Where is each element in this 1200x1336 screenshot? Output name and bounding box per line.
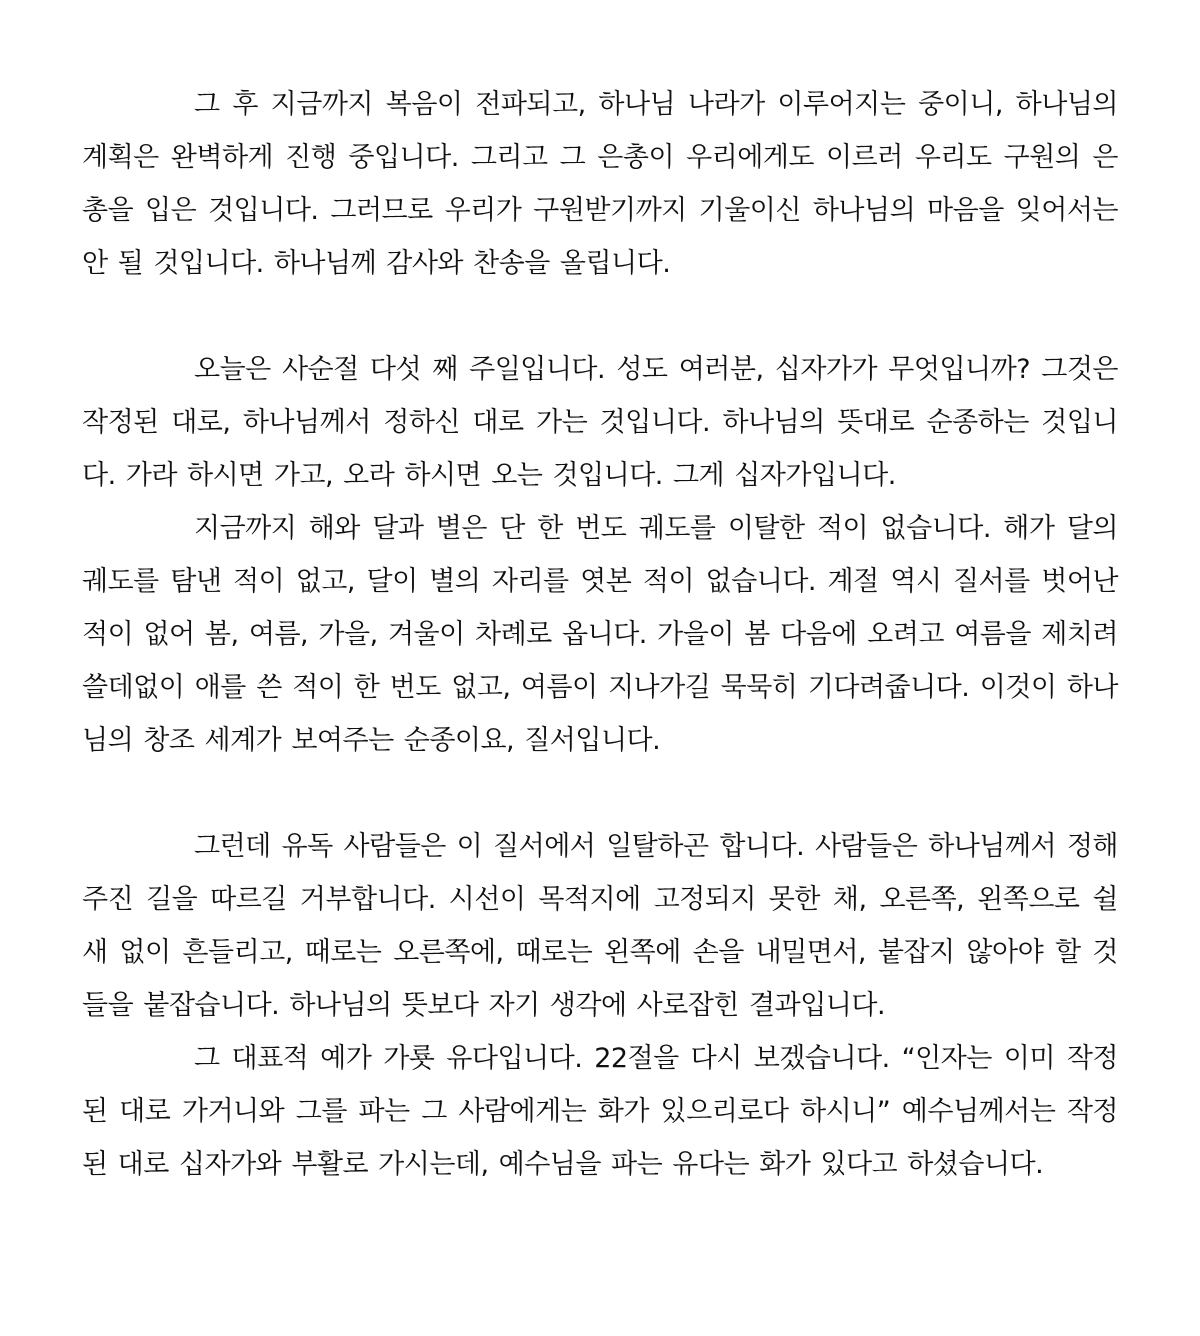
paragraph-3: 지금까지 해와 달과 별은 단 한 번도 궤도를 이탈한 적이 없습니다. 해가 달의 궤도를 탐낸 적이 없고, 달이 별의 자리를 엿본 적이 없습니다. 계절 역시 질서를 벗어난 적이 없어 봄, 여름, 가을, 겨울이 차례로 옵니다. 가을이 봄 다음에 오려고 여름을 제치려 쓸데없이 애를 쓴 적이 한 번도 없고, 여름이 지나가길 묵묵히 기다려줍니다. 이것이 하나님의 창조 세계가 보여주는 순종이요, 질서입니다. <box>82 513 1118 756</box>
paragraph-5: 그 대표적 예가 가룟 유다입니다. 22절을 다시 보겠습니다. “인자는 이미 작정된 대로 가거니와 그를 파는 그 사람에게는 화가 있으리로다 하시니” 예수님께서는 작정된 대로 십자가와 부활로 가시는데, 예수님을 파는 유다는 화가 있다고 하셨습니다. <box>82 1043 1118 1180</box>
paragraph-spacer <box>82 767 1118 820</box>
paragraph-spacer <box>82 290 1118 343</box>
paragraph-4: 그런데 유독 사람들은 이 질서에서 일탈하곤 합니다. 사람들은 하나님께서 정해주진 길을 따르길 거부합니다. 시선이 목적지에 고정되지 못한 채, 오른쪽, 왼쪽으로 쉴 새 없이 흔들리고, 때로는 오른쪽에, 때로는 왼쪽에 손을 내밀면서, 붙잡지 않아야 할 것들을 붙잡습니다. 하나님의 뜻보다 자기 생각에 사로잡힌 결과입니다. <box>82 831 1118 1021</box>
paragraph-1: 그 후 지금까지 복음이 전파되고, 하나님 나라가 이루어지는 중이니, 하나님의 계획은 완벽하게 진행 중입니다. 그리고 그 은총이 우리에게도 이르러 우리도 구원의 은총을 입은 것입니다. 그러므로 우리가 구원받기까지 기울이신 하나님의 마음을 잊어서는 안 될 것입니다. 하나님께 감사와 찬송을 올립니다. <box>82 89 1118 279</box>
document-page <box>82 78 1118 1191</box>
paragraph-2: 오늘은 사순절 다섯 째 주일입니다. 성도 여러분, 십자가가 무엇입니까? 그것은 작정된 대로, 하나님께서 정하신 대로 가는 것입니다. 하나님의 뜻대로 순종하는 것입니다. 가라 하시면 가고, 오라 하시면 오는 것입니다. 그게 십자가입니다. <box>82 354 1118 491</box>
